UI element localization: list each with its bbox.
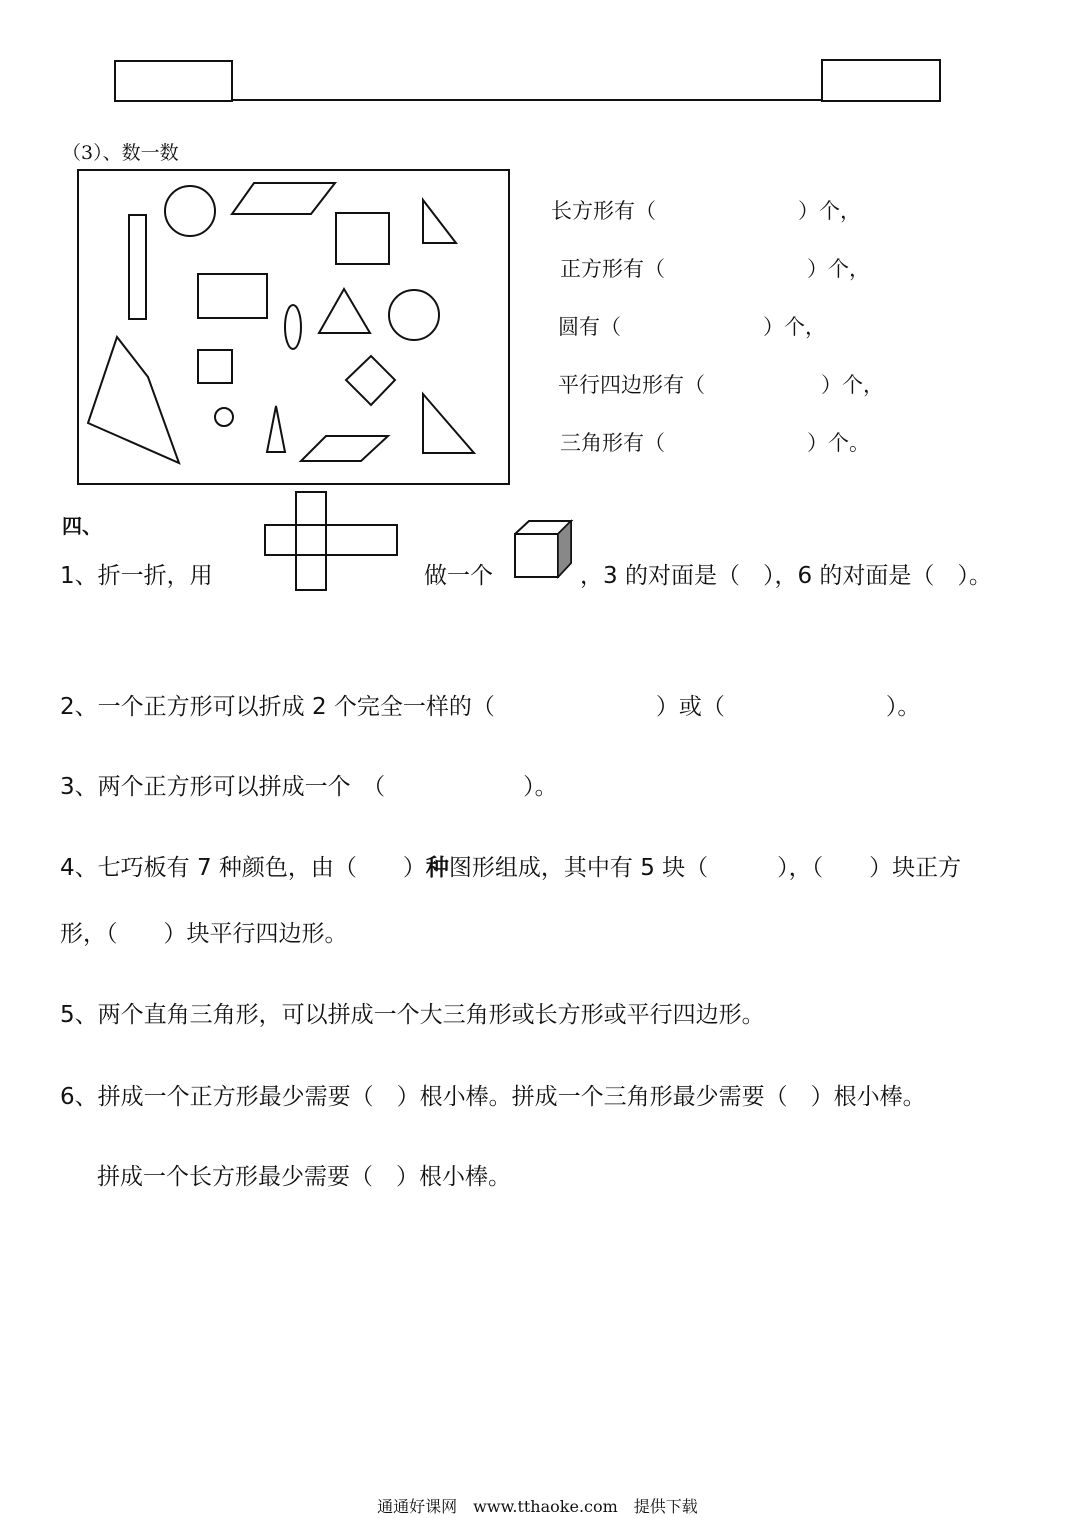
count-parallelograms-label: 平行四边形有（	[558, 373, 705, 397]
section4-heading: 四、	[62, 514, 102, 538]
section3-title: （3）、数一数	[62, 142, 179, 164]
parallelogram-1	[232, 183, 335, 214]
triangle-1	[423, 200, 456, 243]
q1-prefix: 1、折一折，用	[60, 563, 213, 589]
triangle-right	[423, 394, 474, 453]
q3-text: 3、两个正方形可以拼成一个 （ ）。	[60, 774, 558, 800]
left-score-box	[115, 61, 232, 101]
q2-text: 2、一个正方形可以折成 2 个完全一样的（ ）或（ ）。	[60, 694, 921, 720]
header-score-bar	[0, 0, 1075, 110]
triangle-thin	[267, 406, 285, 452]
shapes-figure	[76, 168, 516, 488]
q4-line1	[60, 849, 961, 882]
circle-small	[215, 408, 233, 426]
ellipse	[285, 305, 301, 349]
count-triangles	[560, 427, 870, 457]
cross-net-icon	[262, 490, 402, 594]
diamond-square	[346, 356, 395, 405]
q4-bold-word: 种	[425, 855, 449, 881]
square-1	[336, 213, 389, 264]
count-squares-tail: ）个，	[807, 257, 870, 281]
circle-large-2	[389, 290, 439, 340]
right-score-box	[822, 60, 940, 101]
count-triangles-label: 三角形有（	[560, 431, 665, 455]
count-rectangles-label: 长方形有（	[551, 199, 656, 223]
count-squares	[560, 253, 870, 283]
frame-border	[78, 170, 509, 484]
count-squares-label: 正方形有（	[560, 257, 665, 281]
parallelogram-2	[301, 436, 388, 461]
square-2	[198, 350, 232, 383]
rectangle-2	[198, 274, 267, 318]
count-circles-tail: ）个，	[763, 315, 826, 339]
q1-suffix: ，3 的对面是（ ），6 的对面是（ ）。	[580, 563, 992, 589]
count-circles	[558, 311, 826, 341]
circle-large-1	[165, 186, 215, 236]
count-parallelograms	[558, 369, 884, 399]
triangle-2	[319, 289, 370, 333]
cube-icon	[512, 518, 576, 582]
count-rectangles-tail: ）个，	[798, 199, 861, 223]
q4-line2: 形，（ ）块平行四边形。	[60, 921, 348, 947]
q5-text: 5、两个直角三角形，可以拼成一个大三角形或长方形或平行四边形。	[60, 1002, 765, 1028]
q1-middle: 做一个	[424, 563, 493, 589]
tilted-rectangle	[88, 337, 179, 463]
count-triangles-tail: ）个。	[807, 431, 870, 455]
q4-part1: 4、七巧板有 7 种颜色，由（ ）	[60, 855, 426, 881]
footer-credit: 通通好课网 www.tthaoke.com 提供下载	[377, 1497, 698, 1516]
q6-line1: 6、拼成一个正方形最少需要（ ）根小棒。拼成一个三角形最少需要（ ）根小棒。	[60, 1084, 926, 1110]
q6-line2: 拼成一个长方形最少需要（ ）根小棒。	[97, 1164, 511, 1190]
tall-rectangle	[129, 215, 146, 319]
count-parallelograms-tail: ）个，	[821, 373, 884, 397]
q4-part2: 图形组成，其中有 5 块（ ），（ ）块正方	[448, 855, 962, 881]
count-rectangles	[551, 195, 861, 225]
count-circles-label: 圆有（	[558, 315, 621, 339]
